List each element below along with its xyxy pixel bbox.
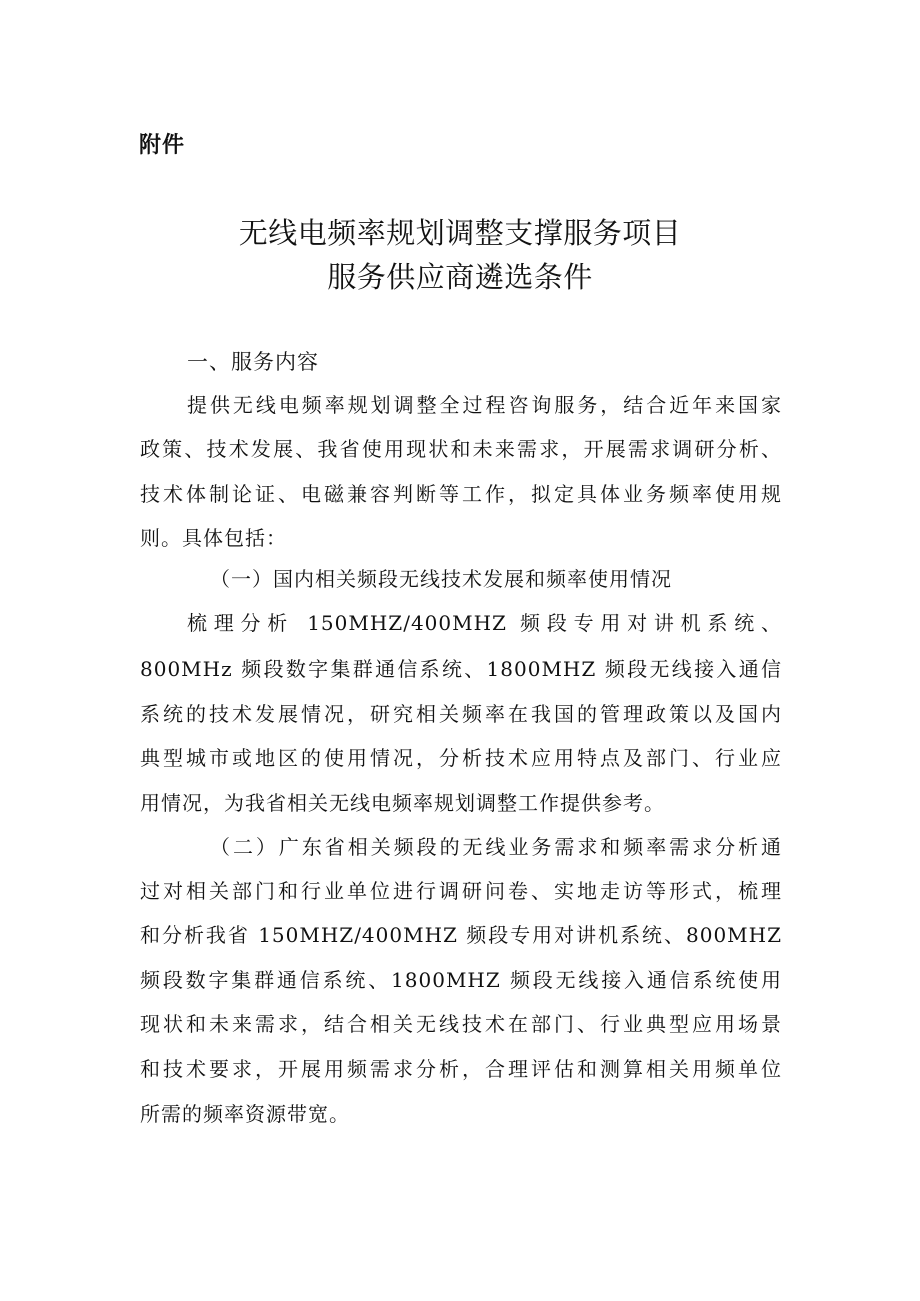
paragraph-2-line-4: 典型城市或地区的使用情况，分析技术应用特点及部门、行业应 bbox=[140, 746, 782, 770]
paragraph-3-line-4: 频段数字集群通信系统、1800MHZ 频段无线接入通信系统使用 bbox=[140, 968, 782, 992]
paragraph-1-line-2: 政策、技术发展、我省使用现状和未来需求，开展需求调研分析、 bbox=[140, 437, 782, 461]
section-heading: 一、服务内容 bbox=[187, 350, 319, 374]
paragraph-2-line-2: 800MHz 频段数字集群通信系统、1800MHZ 频段无线接入通信 bbox=[140, 657, 782, 681]
attachment-label: 附件 bbox=[139, 133, 186, 158]
paragraph-1-line-1: 提供无线电频率规划调整全过程咨询服务，结合近年来国家 bbox=[187, 393, 782, 417]
paragraph-2-line-3: 系统的技术发展情况，研究相关频率在我国的管理政策以及国内 bbox=[140, 702, 782, 726]
paragraph-3-line-2: 过对相关部门和行业单位进行调研问卷、实地走访等形式，梳理 bbox=[140, 879, 782, 903]
document-title-line-1: 无线电频率规划调整支撑服务项目 bbox=[238, 216, 682, 250]
paragraph-2-line-1: 梳理分析 150MHZ/400MHZ 频段专用对讲机系统、 bbox=[187, 611, 782, 635]
paragraph-3-line-7: 所需的频率资源带宽。 bbox=[140, 1102, 350, 1126]
paragraph-3-line-3: 和分析我省 150MHZ/400MHZ 频段专用对讲机系统、800MHZ bbox=[140, 923, 782, 947]
paragraph-2-line-5: 用情况，为我省相关无线电频率规划调整工作提供参考。 bbox=[140, 791, 665, 815]
subheading-1: （一）国内相关频段无线技术发展和频率使用情况 bbox=[210, 567, 672, 591]
paragraph-3-line-1: （二）广东省相关频段的无线业务需求和频率需求分析通 bbox=[210, 835, 782, 859]
paragraph-3-line-5: 现状和未来需求，结合相关无线技术在部门、行业典型应用场景 bbox=[140, 1012, 782, 1036]
document-title-line-2: 服务供应商遴选条件 bbox=[327, 260, 593, 294]
paragraph-1-line-3: 技术体制论证、电磁兼容判断等工作，拟定具体业务频率使用规 bbox=[140, 482, 782, 506]
paragraph-1-line-4: 则。具体包括： bbox=[140, 526, 287, 550]
paragraph-3-line-6: 和技术要求，开展用频需求分析，合理评估和测算相关用频单位 bbox=[140, 1057, 782, 1081]
